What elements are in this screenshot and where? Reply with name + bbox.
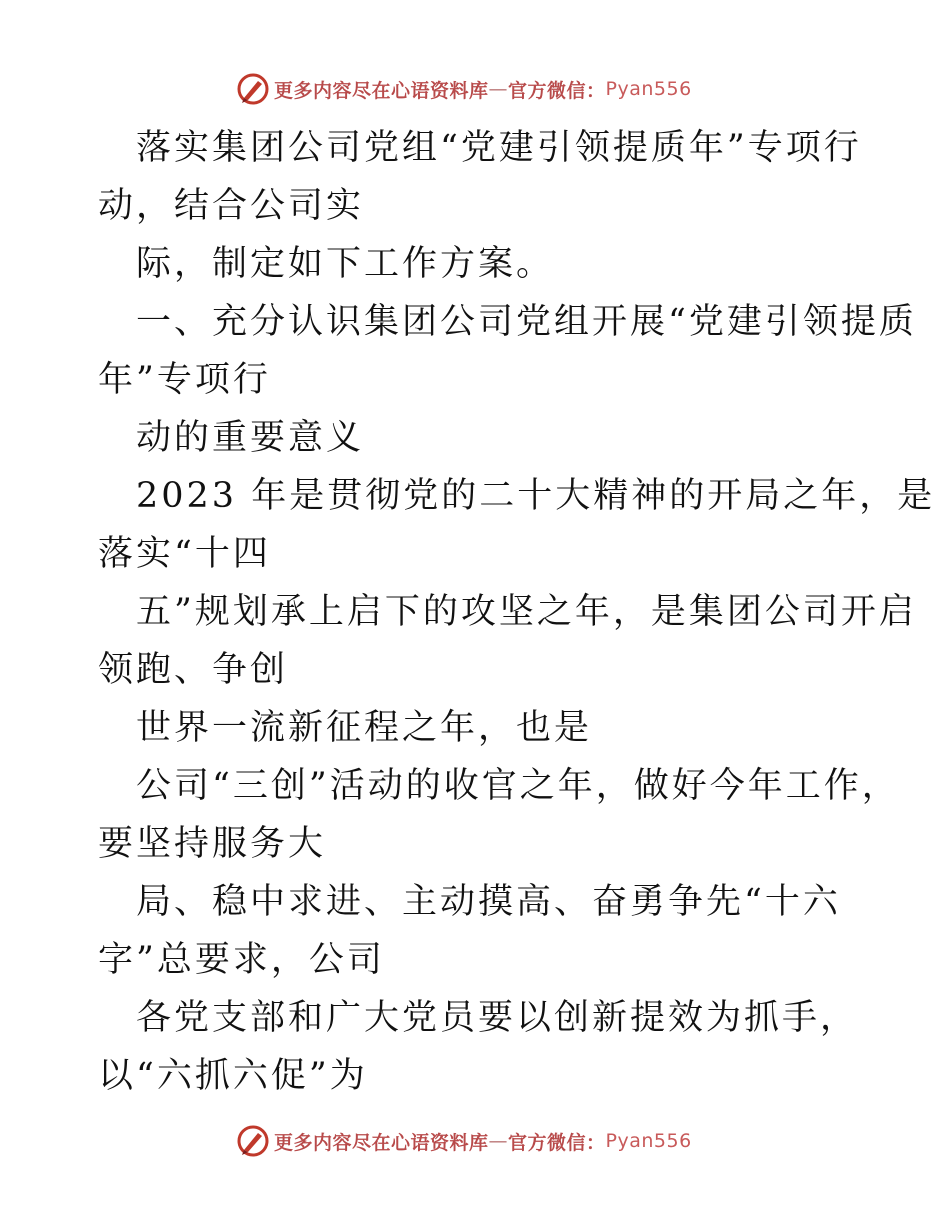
watermark-wechat-label: 官方微信： xyxy=(508,1131,606,1154)
body-line: 局、稳中求进、主动摸高、奋勇争先“十六 xyxy=(136,882,841,922)
body-line: 动，结合公司实 xyxy=(98,186,365,226)
body-line: 2023 年是贯彻党的二十大精神的开局之年，是 xyxy=(136,476,936,516)
watermark-wechat-id: Pyan556 xyxy=(605,1130,692,1152)
footer-watermark xyxy=(236,1124,692,1158)
watermark-wechat-id: Pyan556 xyxy=(605,78,692,100)
body-line: 动的重要意义 xyxy=(136,418,365,458)
body-line: 世界一流新征程之年，也是 xyxy=(136,708,593,748)
watermark-site-name: 更多内容尽在心语资料库 xyxy=(274,1131,489,1154)
body-line: 要坚持服务大 xyxy=(98,824,327,864)
pen-circle-logo-icon xyxy=(236,1124,270,1158)
header-watermark xyxy=(236,72,692,106)
body-line: 各党支部和广大党员要以创新提效为抓手， xyxy=(136,998,859,1038)
body-line: 五”规划承上启下的攻坚之年，是集团公司开启 xyxy=(136,592,917,632)
body-line: 领跑、争创 xyxy=(98,650,289,690)
body-line: 际，制定如下工作方案。 xyxy=(136,244,555,284)
body-line: 年”专项行 xyxy=(98,360,271,400)
body-line: 落实“十四 xyxy=(98,534,271,574)
pen-circle-logo-icon xyxy=(236,72,270,106)
body-line: 一、充分认识集团公司党组开展“党建引领提质 xyxy=(136,302,917,342)
watermark-site-name: 更多内容尽在心语资料库 xyxy=(274,79,489,102)
watermark-wechat-label: 官方微信： xyxy=(508,79,606,102)
body-line: 字”总要求，公司 xyxy=(98,940,385,980)
body-line: 以“六抓六促”为 xyxy=(98,1056,368,1096)
body-line: 公司“三创”活动的收官之年，做好今年工作， xyxy=(136,766,900,806)
watermark-dash: — xyxy=(488,1130,509,1152)
watermark-dash: — xyxy=(488,78,509,100)
body-line: 落实集团公司党组“党建引领提质年”专项行 xyxy=(136,128,862,168)
